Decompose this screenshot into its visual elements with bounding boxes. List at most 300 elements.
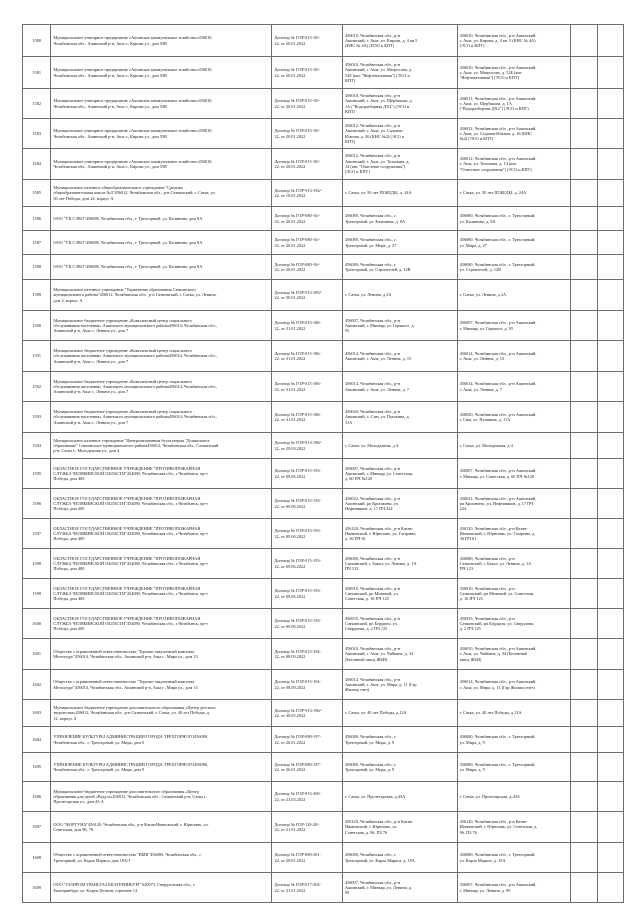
empty-cell [597, 372, 623, 402]
row-number: 1592 [23, 372, 51, 402]
contract-line: Договор № ГОР-015-193- [274, 468, 321, 474]
object-address-line: Советская, д. 16 ПЧ 125 [344, 596, 389, 602]
point-address-line: 456012, Челябинская обл., р-н Ашинский, [459, 125, 537, 131]
row-number: 1585 [23, 180, 51, 207]
object-address-cell [342, 549, 457, 579]
object-address-line: Ивановский, г. Юрюзань, ул. [344, 824, 398, 830]
object-address-line: ПЧ 123 [344, 566, 359, 572]
object-address-line: 456014, Челябинская обл., р-н [344, 350, 400, 356]
object-address-line: Саткинский, рп Бердяуш, ул. [344, 620, 398, 626]
point-address-line: 456010, Челябинская обл., р-н Ашинский, [459, 64, 537, 70]
organization-line: Муниципальное бюджетное учреждение «Комплексный центр социального [53, 378, 192, 384]
empty-cell [571, 727, 597, 753]
object-address-cell [342, 25, 457, 57]
contract-line: Договор № ГОР-913-200- [274, 791, 321, 797]
organization-line: ОБЛАСТНОЕ ГОСУДАРСТВЕННОЕ УЧРЕЖДЕНИЕ "ПРОТИВОПОЖАРНАЯ [53, 615, 201, 621]
object-address-line: Ашинский, с. Сим, ул. Пушкина, д. [344, 414, 410, 420]
contract-cell [272, 873, 343, 903]
object-address-line: (Бетонный завод ЖБИ) [344, 656, 388, 662]
contract-line: 22, от 31.01.2022 [274, 386, 306, 392]
object-address-cell [342, 207, 457, 231]
organization-line: Ашинский р-н, Аша г., Ленина ул., дом 7 [53, 389, 129, 395]
object-address-line: Советская, д. 96, ПЗ 76 [344, 829, 388, 835]
empty-cell [571, 843, 597, 873]
organization-line: СЛУЖБА ЧЕЛЯБИНСКОЙ ОБЛАСТИ"454080, Челябинская обл., г.Челябинск, пр-т [53, 530, 208, 536]
organization-line: Муниципальное бюджетное учреждение «Комплексный центр социального [53, 317, 192, 323]
point-address-line: г. Сатка, ул. Пролетарская, д.43А [459, 793, 520, 799]
point-address-line: г. Аша, ул. Мира, д. 11 (Гар Жилищ гнез) [459, 684, 535, 690]
object-address-line: Ашинский, рп Кропачево, ул. [344, 500, 399, 506]
empty-cell [597, 579, 623, 609]
object-address-line: 95 [344, 328, 350, 334]
table-row [23, 782, 624, 812]
point-address-line: г. Аша, ул. Щербакова, д. 1А [459, 100, 512, 106]
organization-line: Муниципальное унитарное предприятие «Ашинское коммунальное хозяйство»456010, [53, 128, 213, 134]
contract-line: 22, от 08.09.2022 [274, 684, 306, 690]
empty-cell [571, 372, 597, 402]
organization-cell [51, 89, 272, 119]
point-address-line: ул. Мира, д. 9 [459, 767, 485, 772]
object-address-cell [342, 433, 457, 459]
row-number: 1587 [23, 231, 51, 255]
point-address-line: 456014, Челябинская обл., р-н Ашинский, [459, 350, 537, 356]
empty-cell [571, 311, 597, 341]
point-address-line: 456022, Челябинская обл., р-н Ашинский, [459, 495, 537, 501]
object-address-cell [342, 149, 457, 180]
object-address-cell [342, 372, 457, 402]
contract-line: Договор № ГОР-015-193- [274, 558, 321, 564]
object-address-line: 456007, Челябинская обл., р-н [344, 317, 400, 323]
contract-line: 22, от 20.01.2022 [274, 103, 306, 109]
object-address-line: 456010, Челябинская обл., р-н [344, 32, 400, 38]
object-address-line: 456010, Челябинская обл., р-н [344, 92, 400, 98]
organization-line: Ашинский р-н, Аша г., Ленина ул., дом 7 [53, 328, 129, 334]
point-address-line: г. Аша, ул. Матросова, д. 52Б (кнс [459, 69, 522, 75]
object-address-line: (КНС № 4А) (ПЭО и КПТ) [344, 43, 395, 49]
contract-line: Договор № ГОР-015-186- [274, 411, 321, 417]
object-address-line: Трехгорный, ул. Мира, д. 9 [344, 739, 395, 745]
object-address-line: 456080, Челябинская обл., р-н [344, 555, 400, 561]
object-address-line: Свердлова, д. 2 ПЧ 125 [344, 626, 388, 632]
point-address-line: 456007, Челябинская обл., р-н Ашинский, [459, 468, 537, 474]
contract-line: Договор № ГОР-015-186- [274, 381, 321, 387]
contract-cell [272, 459, 343, 489]
object-address-line: Трехгорный, ул. Мира, д. 27 [344, 242, 397, 248]
organization-cell [51, 341, 272, 372]
object-address-line: 456080, Челябинская обл., г. [344, 213, 397, 219]
empty-cell [571, 207, 597, 231]
object-address-cell [342, 519, 457, 549]
object-address-line: 456080, Челябинская обл., г. [344, 761, 397, 767]
contract-line: Договор № ГОР-015-193- [274, 618, 321, 624]
object-address-line: КПТ) [344, 138, 355, 144]
organization-line: Муниципальное казенное учреждение "Централизованная бухгалтерия "Дошкольное [53, 437, 210, 443]
point-address-line: ("Водоразборная ДХ2") (ЭСО и КПТ) [459, 106, 529, 112]
table-row [23, 609, 624, 639]
contract-line: 22, от 20.01.2022 [274, 164, 306, 169]
contract-cell [272, 549, 343, 579]
table-row [23, 89, 624, 119]
empty-cell [597, 812, 623, 843]
organization-line: СЛУЖБА ЧЕЛЯБИНСКОЙ ОБЛАСТИ"454080, Челябинская обл., г.Челябинск, пр-т [53, 560, 208, 566]
table-row [23, 231, 624, 255]
object-address-line: 456010, Челябинская обл., р-н [344, 61, 400, 67]
table-row [23, 402, 624, 433]
row-number: 1590 [23, 311, 51, 341]
object-address-line: Ашинский, г. Аша, ул. Матросова, д. [344, 67, 413, 73]
organization-line: Муниципальное унитарное предприятие «Ашинское коммунальное хозяйство»456010, [53, 35, 213, 41]
organization-line: Победы, дом 400 [53, 596, 85, 602]
empty-cell [597, 489, 623, 519]
organization-line: Муниципальное казенное общеобразовательное учреждение "Средняя [53, 185, 183, 191]
empty-cell [571, 579, 597, 609]
organization-cell [51, 57, 272, 89]
contract-line: 22, от 31.01.2022 [274, 417, 306, 422]
object-address-cell [342, 180, 457, 207]
contract-line: 22, от 26.01.2022 [274, 739, 306, 745]
organization-line: обслуживания населения» Ашинского муниципального района456014, Челябинская обл., [53, 414, 217, 420]
empty-cell [597, 433, 623, 459]
object-address-line: 456007, Челябинская обл., р-н [344, 879, 400, 885]
contract-line: Договор № ГОР-110-20/- [274, 821, 320, 827]
row-number: 1583 [23, 119, 51, 149]
object-address-line: 1А ("Водоразборная ДХ2") (ЭСО и [344, 103, 410, 109]
organization-line: ООО "УК СЭКО"456080, Челябинская обл., г. Трехгорный, ул. Калинина, дом 8А [53, 239, 203, 245]
organization-line: обслуживания населения» Ашинского муниципального района456014, Челябинская обл., [53, 383, 217, 389]
contract-line: Договор № ГОР-015-186- [274, 320, 321, 326]
point-address-cell [457, 670, 571, 700]
point-address-line: д. 16 ПЧ 125 [459, 596, 483, 602]
empty-cell [571, 402, 597, 433]
point-address-line: Саткинский, г. Бакал, ул. Ленина, д. 1А [459, 560, 532, 566]
contract-line: 22, от 21.01.2022 [274, 887, 306, 893]
row-number: 1595 [23, 459, 51, 489]
object-address-line: Жилищ гнез) [344, 687, 370, 693]
empty-cell [597, 727, 623, 753]
empty-cell [597, 57, 623, 89]
object-address-cell [342, 753, 457, 782]
row-number: 1594 [23, 433, 51, 459]
organization-line: общеобразовательная школа №3"456012, Челябинская обл., р-н Саткинский, г. Сатка, ул. [53, 190, 216, 196]
point-address-line: рп Кропачево, ул. Нефтяников, д. 17 ПЧ [459, 500, 534, 506]
object-address-line: Нефтяников, д. 17 ПЧ 224 [344, 506, 393, 512]
point-address-line: г. Сим, ул. Пушкина, д. 11А [459, 417, 511, 422]
empty-cell [571, 639, 597, 670]
row-number: 1602 [23, 670, 51, 700]
contract-cell [272, 812, 343, 843]
point-address-cell [457, 372, 571, 402]
organization-cell [51, 782, 272, 812]
empty-cell [571, 519, 597, 549]
point-address-line: Ивановский, г. Юрюзань, ул. Гагарина, д. [459, 530, 536, 536]
point-address-line: Саткинский, рп Межевой, ул. Советская, [459, 590, 535, 596]
object-address-line: 52Б (кнс "Нефтеналивная") (ЭСО и [344, 72, 410, 78]
empty-cell [571, 25, 597, 57]
object-address-line: КПТ) [344, 108, 355, 114]
row-number: 1591 [23, 341, 51, 372]
organization-line: Муниципальное бюджетное учреждение «Комплексный центр социального [53, 409, 192, 415]
organization-line: Муниципальное казенное учреждение "Управление образования Саткинского [53, 287, 196, 293]
object-address-cell [342, 341, 457, 372]
organization-line: Муниципальное бюджетное учреждение дополнительного образования «Центр детского [53, 705, 216, 711]
contract-line: Договор № ГОР-015-18/- [274, 98, 320, 104]
empty-cell [597, 311, 623, 341]
point-address-line: г. Аша, ул. Садовая-Южная, д. 26 (КНС [459, 130, 532, 136]
organization-line: Победы, дом 400 [53, 626, 85, 632]
organization-line: Общество с ограниченной ответственностью "Торгово-закупочный комплекс [53, 679, 195, 685]
empty-cell [597, 519, 623, 549]
organization-line: Победы, дом 400 [53, 536, 85, 542]
point-address-cell [457, 119, 571, 149]
point-address-line: г. Аша, ул. Чайкина, д. 34 (Бетонный [459, 651, 527, 657]
row-number: 1588 [23, 255, 51, 280]
point-address-cell [457, 231, 571, 255]
object-address-cell [342, 579, 457, 609]
organization-cell [51, 609, 272, 639]
point-address-cell [457, 873, 571, 903]
object-address-line: 456010, Челябинская обл., р-н [344, 646, 400, 652]
point-address-line: 456020, Челябинская обл., р-н Ашинский, [459, 411, 537, 417]
point-address-line: д. 2 ПЧ 125 [459, 626, 481, 632]
object-address-cell [342, 639, 457, 670]
point-address-line: 456935, Челябинская обл., р-н [459, 615, 515, 621]
organization-line: ООО "ГАЗПРОМ ТРАНСГАЗ ЕКАТЕРИНБУРГ"620075, Свердловская обл., г. [53, 882, 196, 888]
point-address-cell [457, 812, 571, 843]
contract-cell [272, 782, 343, 812]
organization-line: Челябинская обл., Ашинский р-н, Аша г., Кирова ул., дом 55В [53, 164, 168, 169]
empty-cell [571, 341, 597, 372]
organization-line: Муниципальное унитарное предприятие «Ашинское коммунальное хозяйство»456010, [53, 98, 213, 104]
contract-line: 22, от 31.01.2022 [274, 325, 306, 331]
table-row [23, 873, 624, 903]
row-number: 1586 [23, 207, 51, 231]
empty-cell [597, 119, 623, 149]
contract-line: 22, от 20.01.2022 [274, 267, 306, 272]
contract-line: 22, от 20.01.2022 [274, 242, 306, 248]
organization-line: Челябинская обл., Ашинский р-н, Аша г., Кирова ул., дом 55В [53, 72, 168, 78]
table-row [23, 25, 624, 57]
organization-cell [51, 812, 272, 843]
contract-line: Договор № ГОР-913-196/- [274, 707, 323, 713]
point-address-cell [457, 89, 571, 119]
organization-cell [51, 873, 272, 903]
contract-cell [272, 843, 343, 873]
organization-line: Металлург"456014, Челябинская обл., Ашинский р-н, Аша г., Мира ул., дом 13 [53, 654, 198, 659]
organization-line: ООО "УК СЭКО"456080, Челябинская обл., г. Трехгорный, ул. Калинина, дом 8А [53, 215, 203, 221]
object-address-line: Трехгорный, ул. Мира, д. 9 [344, 767, 395, 772]
object-address-line: Ашинский, г. Аша, ул. Чайкина, д. 34 [344, 651, 414, 657]
organization-line: образование" Саткинского муниципального района456012, Челябинская обл., Саткинский [53, 442, 219, 448]
table-row [23, 280, 624, 311]
empty-cell [571, 255, 597, 280]
contract-line: 22, от 26.01.2022 [274, 767, 306, 772]
organization-line: ООО "ФОРТУНА"456120, Челябинская обл., р-н Катав-Ивановский, г. Юрюзань, ул. [53, 821, 209, 827]
empty-cell [571, 700, 597, 727]
contract-line: Договор № ГОР-015-193- [274, 528, 321, 534]
table-row [23, 180, 624, 207]
point-address-line: г. Сатка, ул. 50 лет ПОБЕДЫ, д. 24А [459, 190, 527, 196]
point-address-cell [457, 579, 571, 609]
object-address-cell [342, 280, 457, 311]
row-number: 1605 [23, 753, 51, 782]
object-address-line: 456020, Челябинская обл., р-н [344, 409, 400, 415]
empty-cell [571, 57, 597, 89]
empty-cell [597, 670, 623, 700]
table-row [23, 459, 624, 489]
contract-line: Договор № ГОР-080-16/- [274, 237, 320, 243]
table-row [23, 255, 624, 280]
point-address-line: 456080, Челябинская обл., г. Трехгорный, [459, 734, 536, 740]
point-address-line: 456010, Челябинская обл., р-н Ашинский, [459, 32, 537, 38]
contract-line: 22, от 09.06.2022 [274, 473, 306, 479]
contract-cell [272, 639, 343, 670]
object-address-line: 456012, Челябинская обл., р-н [344, 122, 400, 128]
table-row [23, 812, 624, 843]
contract-cell [272, 311, 343, 341]
point-address-line: г. Миньяр, ул. Ленина, д. 99 [459, 887, 511, 893]
contract-line: 22, от 30.01.2022 [274, 295, 306, 300]
object-address-line: КПТ) [344, 77, 355, 83]
contract-line: Договор № ГОР-015-18/- [274, 158, 320, 164]
contract-line: 22, от 10.01.2022 [274, 193, 306, 198]
registry-table [22, 24, 624, 903]
contract-line: Договор № ГОР-913-192/- [274, 187, 323, 193]
empty-cell [571, 149, 597, 180]
point-address-cell [457, 149, 571, 180]
object-address-line: Ашинский, г. Аша, ул. Ленина, д. 7 [344, 386, 410, 392]
organization-cell [51, 519, 272, 549]
organization-line: Трехгорный, ул. Карла Маркса, дом 19А/1 [53, 857, 131, 863]
object-address-line: д. 36 ПЧ 61 [344, 536, 366, 542]
table-row [23, 433, 624, 459]
object-address-line: г. Сатка, ул. 40 лет Победы, д.12А [344, 710, 407, 716]
object-address-cell [342, 727, 457, 753]
point-address-line: ул. Калинина, д. 8А [459, 218, 496, 224]
contract-cell [272, 727, 343, 753]
organization-line: ОБЛАСТНОЕ ГОСУДАРСТВЕННОЕ УЧРЕЖДЕНИЕ "ПРОТИВОПОЖАРНАЯ [53, 585, 201, 591]
organization-cell [51, 311, 272, 341]
object-address-line: Саткинский, г. Бакал, ул. Ленина, д. 1А [344, 560, 417, 566]
object-address-line: 99 [344, 890, 350, 896]
object-address-line: 456014, Челябинская обл., р-н [344, 676, 400, 682]
contract-line: Договор № ГОР-015-194- [274, 648, 321, 654]
object-address-line: 456120, Челябинская обл., р-н Катав- [344, 819, 413, 825]
object-address-line: 456022, Челябинская обл., р-н [344, 495, 400, 501]
organization-cell [51, 372, 272, 402]
table-row [23, 670, 624, 700]
contract-line: 22, от 31.01.2022 [274, 356, 306, 361]
object-address-line: г. Сатка, ул. Ленина, д 2А [344, 292, 392, 298]
table-row [23, 341, 624, 372]
point-address-line: 456014, Челябинская обл., р-н Ашинский, [459, 381, 537, 387]
empty-cell [597, 873, 623, 903]
registry-body [23, 25, 624, 903]
row-number: 1607 [23, 812, 51, 843]
contract-line: 22, от 20.01.2022 [274, 857, 306, 863]
point-address-line: 456007, Челябинская обл., р-н Ашинский, [459, 320, 537, 326]
organization-cell [51, 549, 272, 579]
table-row [23, 119, 624, 149]
object-address-line: г. Сатка, ул. Пролетарская, д.43А [344, 793, 406, 799]
object-address-cell [342, 89, 457, 119]
row-number: 1581 [23, 57, 51, 89]
row-number: 1603 [23, 700, 51, 727]
object-address-cell [342, 782, 457, 812]
object-address-line: 456120, Челябинская обл., р-н Катав- [344, 525, 413, 531]
row-number: 1608 [23, 843, 51, 873]
object-address-line: г. Сатка, ул. Молодежная, д 4 [344, 442, 399, 448]
organization-cell [51, 753, 272, 782]
empty-cell [571, 280, 597, 311]
point-address-line: (ЭСО и КПТ) [459, 43, 485, 49]
organization-line: ОБЛАСТНОЕ ГОСУДАРСТВЕННОЕ УЧРЕЖДЕНИЕ "ПРОТИВОПОЖАРНАЯ [53, 495, 201, 501]
empty-cell [597, 753, 623, 782]
contract-cell [272, 579, 343, 609]
point-address-cell [457, 207, 571, 231]
object-address-line: 456012, Челябинская обл., р-н [344, 153, 400, 159]
object-address-cell [342, 119, 457, 149]
contract-line: Договор № ГОР-080-16/- [274, 213, 320, 219]
point-address-line: №2) (ЭСО и КПТ) [459, 136, 494, 142]
contract-line: Договор № ГОР-080-201- [274, 852, 321, 858]
table-row [23, 639, 624, 670]
contract-cell [272, 700, 343, 727]
organization-line: Екатеринбург, ул. Клары Цеткин, строение 14 [53, 887, 138, 893]
object-address-cell [342, 609, 457, 639]
contract-cell [272, 57, 343, 89]
object-address-cell [342, 459, 457, 489]
organization-line: Муниципальное бюджетное учреждение дополнительного образования «Центр [53, 788, 199, 794]
contract-line: Договор № ГОР-913-185/- [274, 289, 323, 295]
contract-line: 22, от 09.06.2022 [274, 623, 306, 629]
contract-line: Договор № ГОР-913-188/- [274, 440, 323, 446]
organization-line: муниципального района"456012, Челябинская обл., р-н Саткинский, г. Сатка, ул. Ленина, [53, 292, 217, 298]
contract-line: 22, от 08.09.2022 [274, 654, 306, 659]
point-address-line: 456080, Челябинская обл., г. Трехгорный, [459, 261, 536, 267]
empty-cell [597, 255, 623, 280]
contract-cell [272, 89, 343, 119]
empty-cell [597, 180, 623, 207]
row-number: 1598 [23, 549, 51, 579]
object-address-line: 456935, Челябинская обл., р-н [344, 615, 400, 621]
contract-cell [272, 341, 343, 372]
organization-line: УПРАВЛЕНИЕ КУЛЬТУРЫ АДМИНИСТРАЦИИ ГОРОДА ТРЕХГОРНОГО456080, [53, 761, 209, 767]
object-address-cell [342, 57, 457, 89]
contract-cell [272, 489, 343, 519]
empty-cell [571, 782, 597, 812]
row-number: 1597 [23, 519, 51, 549]
empty-cell [571, 433, 597, 459]
organization-line: Челябинская обл., Ашинский р-н, Аша г., Кирова ул., дом 55В [53, 103, 168, 109]
point-address-cell [457, 255, 571, 280]
object-address-line: Ашинский, г. Миньяр, ул. Ленина, д. [344, 884, 413, 890]
point-address-line: 224 [459, 506, 467, 512]
point-address-cell [457, 341, 571, 372]
point-address-line: 456080, Челябинская обл., г. Трехгорный, [459, 237, 536, 243]
organization-line: 50 лет Победы, дом 24, корпус А [53, 195, 114, 201]
point-address-cell [457, 843, 571, 873]
table-row [23, 843, 624, 873]
empty-cell [597, 609, 623, 639]
point-address-line: "Нефтеналивная") (ЭСО и КПТ) [459, 75, 519, 81]
point-address-line: 456080, Челябинская обл., р-н [459, 555, 515, 561]
empty-cell [571, 489, 597, 519]
table-row [23, 727, 624, 753]
point-address-line: 456007, Челябинская обл., р-н Ашинский, [459, 882, 537, 888]
organization-line: Победы, дом 400 [53, 506, 85, 512]
organization-line: Металлург"456014, Челябинская обл., Ашинский р-н, Аша г., Мира ул., дом 13 [53, 684, 198, 690]
contract-cell [272, 402, 343, 433]
